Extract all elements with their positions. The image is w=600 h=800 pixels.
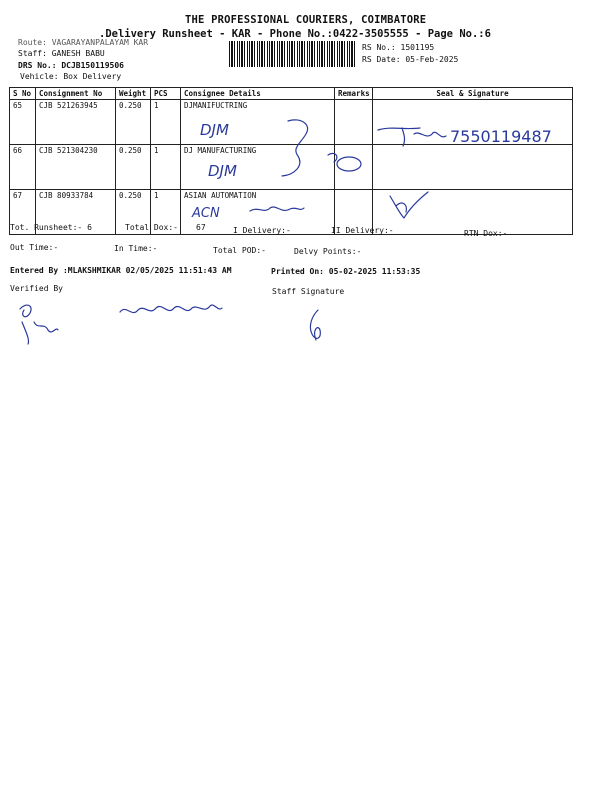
cell-weight: 0.250 bbox=[116, 145, 151, 190]
i-delivery: I Delivery:- bbox=[233, 226, 291, 235]
cell-sno: 67 bbox=[10, 190, 36, 235]
cell-consignee: ASIAN AUTOMATION bbox=[181, 190, 335, 235]
verified-by-label: Verified By bbox=[10, 284, 63, 293]
signature-stroke-mark bbox=[328, 153, 337, 162]
cell-weight: 0.250 bbox=[116, 190, 151, 235]
staff-signature-label: Staff Signature bbox=[272, 287, 345, 296]
vehicle-label: Vehicle: Box Delivery bbox=[20, 72, 122, 81]
header-remarks: Remarks bbox=[335, 88, 373, 100]
header-sno: S No bbox=[10, 88, 36, 100]
header-pcs: PCS bbox=[151, 88, 181, 100]
header-seal-signature: Seal & Signature bbox=[373, 88, 573, 100]
cell-sno: 65 bbox=[10, 100, 36, 145]
signature-stroke-row3 bbox=[390, 192, 428, 218]
handwritten-djm-2: DJM bbox=[208, 162, 237, 180]
total-dox-label: Total Dox:- bbox=[125, 223, 178, 232]
cell-sno: 66 bbox=[10, 145, 36, 190]
cell-pcs: 1 bbox=[151, 100, 181, 145]
cell-consignee: DJ MANUFACTURING bbox=[181, 145, 335, 190]
ii-delivery: II Delivery:- bbox=[331, 226, 394, 235]
signature-stroke-circle bbox=[337, 157, 361, 171]
rs-date: RS Date: 05-Feb-2025 bbox=[362, 55, 459, 64]
delvy-points: Delvy Points:- bbox=[294, 247, 362, 256]
cell-consignment: CJB 521304230 bbox=[36, 145, 116, 190]
cell-weight: 0.250 bbox=[116, 100, 151, 145]
cell-pcs: 1 bbox=[151, 145, 181, 190]
route-label: Route: VAGARAYANPALAYAM KAR bbox=[18, 38, 149, 47]
header-weight: Weight bbox=[116, 88, 151, 100]
drs-number: DRS No.: DCJB150119506 bbox=[18, 61, 124, 70]
entered-by: Entered By :MLAKSHMIKAR 02/05/2025 11:51:43 AM bbox=[10, 266, 232, 275]
handwritten-acn: ACN bbox=[192, 206, 220, 221]
total-pod: Total POD:- bbox=[213, 246, 266, 255]
cell-consignment: CJB 521263945 bbox=[36, 100, 116, 145]
rs-number: RS No.: 1501195 bbox=[362, 43, 435, 52]
company-title: THE PROFESSIONAL COURIERS, COIMBATORE bbox=[185, 14, 427, 26]
printed-on: Printed On: 05-02-2025 11:53:35 bbox=[271, 267, 421, 276]
total-dox-value: 67 bbox=[196, 223, 206, 232]
signature-stroke-row1 bbox=[378, 128, 446, 146]
in-time: In Time:- bbox=[114, 244, 158, 253]
tot-runsheet: Tot. Runsheet:- 6 bbox=[10, 223, 92, 232]
signature-staff bbox=[310, 310, 320, 340]
header-consignee: Consignee Details bbox=[181, 88, 335, 100]
runsheet-title: .Delivery Runsheet - KAR - Phone No.:0422-3505555 - Page No.:6 bbox=[99, 28, 491, 40]
cell-pcs: 1 bbox=[151, 190, 181, 235]
signature-verifier-1 bbox=[20, 305, 58, 344]
cell-consignment: CJB 80933784 bbox=[36, 190, 116, 235]
cell-consignee: DJMANIFUCTRING bbox=[181, 100, 335, 145]
signature-stroke-tamil bbox=[250, 207, 304, 211]
handwritten-djm-1: DJM bbox=[200, 121, 229, 139]
out-time: Out Time:- bbox=[10, 243, 59, 252]
header-consignment: Consignment No bbox=[36, 88, 116, 100]
signature-verifier-2 bbox=[120, 305, 222, 313]
rtn-dox: RTN Dox:- bbox=[464, 229, 508, 238]
handwritten-phone: 7550119487 bbox=[450, 127, 552, 146]
signature-stroke-bracket bbox=[282, 120, 308, 176]
staff-label: Staff: GANESH BABU bbox=[18, 49, 105, 58]
